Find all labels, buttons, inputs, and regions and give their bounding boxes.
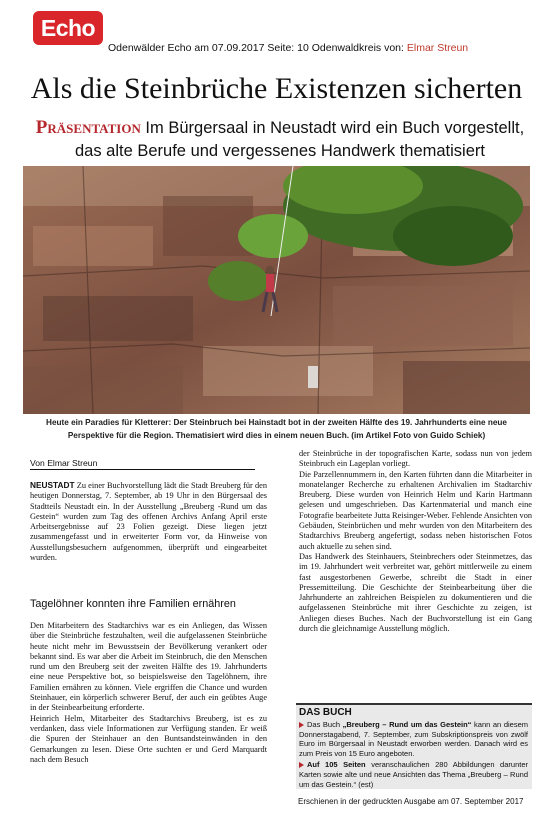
publication-meta bbox=[108, 42, 468, 54]
info-box bbox=[296, 703, 532, 789]
headline: Als die Steinbrüche Existenzen sicherten bbox=[30, 72, 523, 105]
paragraph: Den Mitarbeitern des Stadtarchivs war es ein Anliegen, das Wissen über die Steinbrüche festzuhalten, weil die aufgelassenen Steinbrüche heute nicht mehr im Bewusstsein der Bevölkerung verankert oder bekannt sind. Es war aber die Arbeit im Steinbruch, die den Menschen rund um den Breuberg seit der zweiten Hälfte des 19. Jahrhunderts eine neue Perspektive bot, so beispielsweise den Tagelöhnern, ihre Familien ernähren zu können. Viele ergriffen die Chance und wurden Steinhauer, ein körperlich schwerer Beruf, der auch ein geübtes Auge in der Steinbearbeitung erforderte. bbox=[30, 621, 267, 713]
meta-prefix: Odenwälder Echo am 07.09.2017 Seite: 10 Odenwaldkreis von: bbox=[108, 42, 404, 54]
info-text: Das Buch bbox=[307, 720, 343, 729]
quarry-photo-illustration bbox=[23, 166, 530, 414]
print-edition-note: Erschienen in der gedruckten Ausgabe am 07. September 2017 bbox=[298, 797, 524, 806]
paragraph: Die Parzellennummern in, den Karten führten dann die Mitarbeiter in monatelanger Recherche zu erhaltenen Archivalien im Stadtarchiv Breuberg. Diese wurden von Heinrich Helm und Karin Hartmann gelesen und umgeschrieben. Das Kartenmaterial und manch eine Fotografie bearbeitete Jutta Reisinger-Weber. Fehlende Ansichten von Gebäuden, Steinbrüchen und mehr wurden von den Mitarbeitern des Stadtarchivs Breuberg angefertigt, sodass neben historischen Fotos auch aktuelle zu sehen sind. bbox=[299, 469, 532, 551]
article-column-2 bbox=[299, 449, 532, 634]
triangle-bullet-icon bbox=[299, 722, 304, 728]
section-heading: Tagelöhner konnten ihre Familien ernähren bbox=[30, 598, 236, 610]
paragraph: der Steinbrüche in der topografischen Karte, sodass nun von jedem Steinbruch ein Lageplan vorliegt. bbox=[299, 449, 532, 469]
byline: Von Elmar Streun bbox=[30, 458, 255, 470]
info-box-title: DAS BUCH bbox=[299, 707, 352, 718]
paragraph: Das Handwerk des Steinhauers, Steinbrechers oder Steinmetzes, das im 19. Jahrhundert weit verbreitet war, gehört mittlerweile zu einem fast ausgestorbenen Gewerbe, schreibt die Stadt in einer Pressemitteilung. Die Geschichte der Steinbearbeitung über die Jahrhunderte an zahlreichen Beispielen zu dokumentieren und die aufgelassenen Steinbrüche mit ihrer Geschichte zu zeigen, ist Anliegen dieses Buches. Nach der Buchvorstellung ist ein Gang durch die gleichnamige Ausstellung möglich. bbox=[299, 551, 532, 634]
book-title: „Breuberg – Rund um das Gestein“ bbox=[342, 720, 472, 729]
paragraph: Heinrich Helm, Mitarbeiter des Stadtarchivs Breuberg, ist es zu verdanken, dass viele Informationen zur Verfügung standen. Er weiß die Spuren der Steinhauer an den Buntsandsteinwänden in den Gemarkungen zu lesen. Diese Orte suchten er und Gerd Marquardt nach dem Besuch bbox=[30, 713, 267, 764]
kicker: Präsentation bbox=[35, 117, 141, 138]
article-column-1 bbox=[30, 480, 267, 563]
info-text: kann an diesem Donnerstagabend, 7. September, zum Subskriptionspreis von zwölf Euro im Bürgersaal in Neustadt erworben werden. Danach wird es zum Preis von 15 Euro angeboten. bbox=[299, 720, 528, 758]
page-count: Auf 105 Seiten bbox=[307, 760, 366, 770]
info-box-item bbox=[299, 720, 528, 758]
paragraph-text: Zu einer Buchvorstellung lädt die Stadt Breuberg für den heutigen Donnerstag, 7. September, ab 19 Uhr in den Bürgersaal des Stadtteils Neustadt ein. In der Ausstellung „Breuberg -Rund um das Gestein“ wurden zum Tag des offenen Archivs Anfang April erste Arbeitsergebnisse auf 23 Folien gezeigt. Diese liegen jetzt zusammengefasst und in erweiterter Form vor, da Hinweise von Ausstellungsbesuchern aufgenommen, überprüft und eingearbeitet wurden. bbox=[30, 481, 267, 563]
subhead-text: Im Bürgersaal in Neustadt wird ein Buch vorgestellt, das alte Berufe und vergessenes Handwerk thematisiert bbox=[75, 119, 525, 160]
subheadline bbox=[25, 116, 535, 163]
info-box-item bbox=[299, 760, 528, 789]
article-column-1-continued bbox=[30, 621, 267, 765]
info-text: veranschaulichen 280 Abbildungen darunter Karten sowie alte und neue Ansichten das Thema „Breuberg – Rund um das Gestein.“ (est) bbox=[299, 760, 528, 789]
paragraph bbox=[30, 480, 267, 563]
meta-author: Elmar Streun bbox=[406, 42, 469, 54]
quarry-photo bbox=[23, 166, 530, 414]
photo-caption: Heute ein Paradies für Kletterer: Der Steinbruch bei Hainstadt bot in der zweiten Hälfte des 19. Jahrhunderts eine neue Perspektive für die Region. Thematisiert wird dies in einem neuen Buch. (im Artikel Foto von Guido Schiek) bbox=[46, 418, 507, 440]
triangle-bullet-icon bbox=[299, 762, 304, 768]
dateline: NEUSTADT bbox=[30, 480, 75, 490]
echo-logo: Echo bbox=[33, 11, 103, 45]
